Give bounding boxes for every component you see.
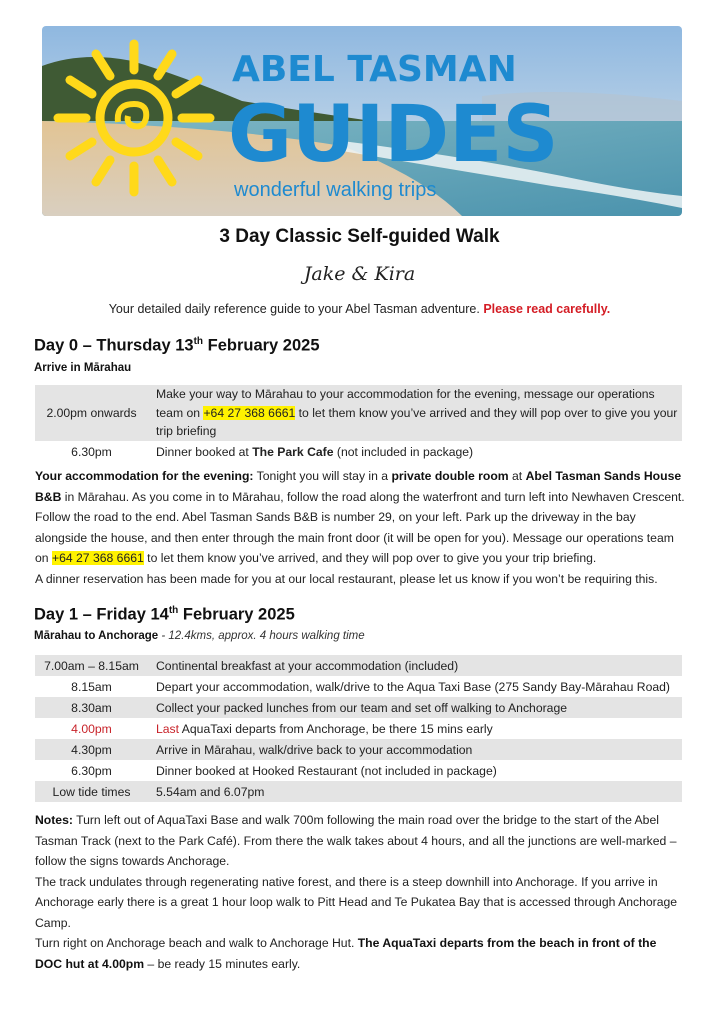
desc-text: Make your way to Mārahau to your accommodation for the evening, message our operations team on [156,387,655,420]
desc-text-end: (not included in package) [333,445,474,459]
time-cell: 6.30pm [71,763,112,778]
time-cell: 2.00pm onwards [35,385,148,441]
desc-text: AquaTaxi departs from Anchorage, be there 15 mins early [179,721,493,736]
table-row [35,385,682,441]
desc-cell [148,718,682,739]
time-cell: 7.00am – 8.15am [35,655,148,676]
accommodation-name: Abel Tasman Sands House B&B [35,469,682,504]
time-cell: 8.30am [35,697,148,718]
notes-paragraph-3: Turn right on Anchorage beach and walk to Anchorage Hut. [35,936,358,950]
day0-accommodation-notes [35,466,685,589]
table-row [35,718,682,739]
day1-heading-text: Day 1 – Friday 14 [34,605,169,624]
day1-schedule-table [35,655,682,802]
notes-text: at [508,469,526,483]
aquataxi-warning: The AquaTaxi departs from the beach in front of the DOC hut at 4.00pm [35,936,657,971]
notes-text: to let them know you’ve arrived, and they will pop over to give you your trip briefing. [143,551,597,565]
desc-cell: Arrive in Mārahau, walk/drive back to your accommodation [148,739,682,760]
notes-paragraph-1: Turn left out of AquaTaxi Base and walk 700m following the main road over the bridge to the start of the Abel Tasman Track (next to the Park Café). From there the walk takes about 4 hours, and all the junctions are well-marked – follow the signs towards Anchorage. [35,813,677,868]
brand-line2: GUIDES [228,90,559,180]
time-cell: Low tide times [35,781,148,802]
desc-cell: Continental breakfast at your accommodation (included) [148,655,682,676]
intro-text: Your detailed daily reference guide to your Abel Tasman adventure. [108,302,480,316]
guest-names: Jake & Kira [303,263,416,285]
notes-label: Your accommodation for the evening: [35,469,254,483]
route-name: Mārahau to Anchorage [34,630,159,642]
brand-tagline: wonderful walking trips [234,179,437,201]
time-cell: 8.15am [71,679,112,694]
table-row [35,739,682,760]
table-row [35,676,682,697]
notes-label: Notes: [35,813,73,827]
desc-cell: Dinner booked at Hooked Restaurant (not included in package) [156,763,497,778]
header-banner [42,26,682,216]
room-type: private double room [391,469,509,483]
day0-subtitle-text: Arrive in Mārahau [34,362,132,374]
desc-cell [148,441,682,463]
venue-name: The Park Cafe [252,445,334,459]
desc-cell: Depart your accommodation, walk/drive to the Aqua Taxi Base (275 Sandy Bay-Mārahau Road) [156,679,670,694]
notes-paragraph-3-end: – be ready 15 minutes early. [144,956,301,971]
day0-heading [34,336,320,356]
page-title: 3 Day Classic Self-guided Walk [219,226,500,247]
day1-heading-sup: th [168,605,179,616]
time-cell: 4.30pm [35,739,148,760]
day1-route [34,630,365,642]
intro-line [0,302,719,316]
table-row [35,655,682,676]
desc-text: Dinner booked at [156,445,253,459]
day0-schedule-table [35,385,682,463]
desc-text-end: to let them know you’ve arrived and they will pop over to give you your trip briefing [156,405,678,439]
day1-notes [35,810,685,974]
day0-subtitle [34,362,131,374]
desc-cell: 5.54am and 6.07pm [148,781,682,802]
desc-cell: Collect your packed lunches from our team and set off walking to Anchorage [148,697,682,718]
table-row [35,781,682,802]
phone-link[interactable]: +64 27 368 6661 [203,405,296,420]
time-cell: 4.00pm [71,721,112,736]
time-cell: 6.30pm [71,445,112,459]
brand-line1: ABEL TASMAN [232,49,517,90]
day0-heading-text: Day 0 – Thursday 13 [34,336,194,355]
table-row [35,441,682,463]
banner-image [42,26,682,216]
day0-heading-sup: th [193,336,204,347]
last-label: Last [156,721,180,736]
day0-heading-year: February 2025 [203,336,320,355]
notes-text: in Mārahau. As you come in to Mārahau, follow the road along the waterfront and turn left into Newhaven Crescent. Follow the road to the end. Abel Tasman Sands B&B is number 29, on your left. Park up the driveway in the bay alongside the house, and then enter through the main front door (it will be open for you). Message our operations team on [35,489,685,565]
dinner-note: A dinner reservation has been made for you at our local restaurant, please let us know if you won’t be requiring this. [35,571,658,586]
table-row [35,760,682,781]
desc-cell [148,385,682,441]
notes-paragraph-2: The track undulates through regenerating native forest, and there is a steep downhill into Anchorage. If you arrive in Anchorage early there is a great 1 hour loop walk to Pitt Head and Te Pukatea Bay that is accessed through Anchorage Camp. [35,874,678,930]
phone-link[interactable]: +64 27 368 6661 [51,551,144,565]
day1-heading [34,605,295,625]
table-row [35,697,682,718]
day1-heading-year: February 2025 [178,605,295,624]
route-detail: - 12.4kms, approx. 4 hours walking time [158,630,365,642]
intro-warning: Please read carefully. [483,302,611,316]
notes-text: Tonight you will stay in a [253,469,392,483]
